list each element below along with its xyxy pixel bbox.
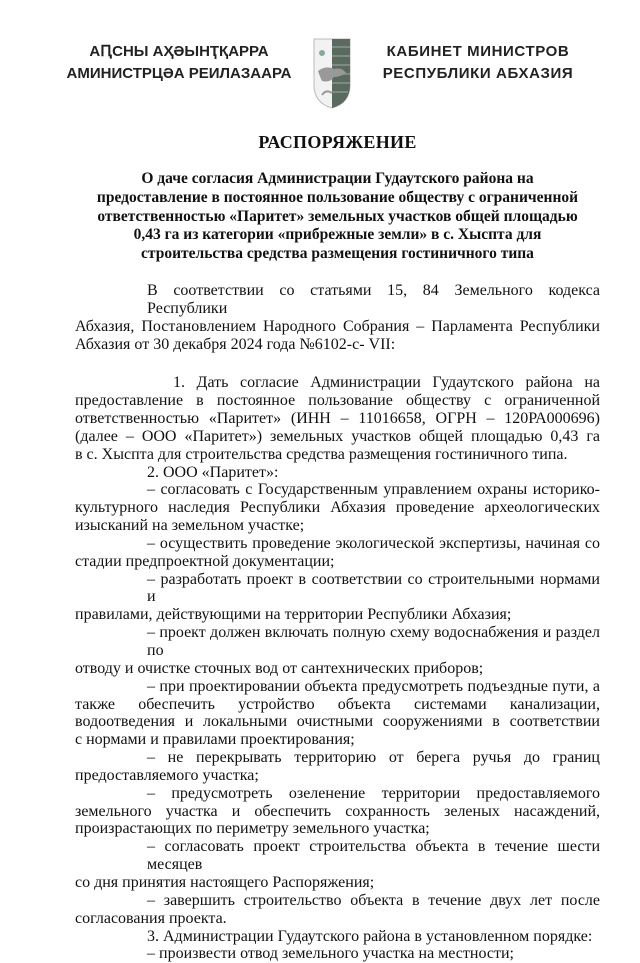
paragraph-line: согласования проекта. — [75, 909, 227, 927]
paragraph — [75, 928, 600, 946]
subtitle-line: предоставление в постоянное пользование обществу с ограниченной — [96, 188, 579, 206]
paragraph — [75, 892, 600, 928]
paragraph — [75, 785, 600, 839]
paragraph — [75, 374, 600, 463]
paragraph-line: произрастающих по периметру земельного участка; — [75, 820, 430, 838]
paragraph — [75, 678, 600, 749]
header-left-line: АԤСНЫ АҲӘЫНҬҚАРРА — [89, 43, 269, 60]
paragraph — [75, 464, 600, 482]
document-title: РАСПОРЯЖЕНИЕ — [258, 132, 417, 152]
paragraph-line: – проект должен включать полную схему водоснабжения и раздел по — [147, 624, 600, 660]
paragraph-line: в с. Хыспта для строительства средства размещения гостиничного типа. — [75, 445, 568, 463]
coat-of-arms-emblem — [312, 37, 352, 109]
paragraph-line: – согласовать с Государственным управлением охраны историко- — [147, 481, 600, 499]
paragraph-line: 2. ООО «Паритет»: — [147, 463, 279, 481]
subtitle-line: ответственностью «Паритет» земельных участков общей площадью — [97, 207, 578, 225]
preamble — [75, 282, 600, 353]
preamble-line: В соответствии со статьями 15, 84 Земельного кодекса Республики — [147, 281, 600, 317]
document-subtitle — [75, 170, 600, 264]
paragraph-line: изысканий на земельном участке; — [75, 517, 305, 535]
header-right-line: КАБИНЕТ МИНИСТРОВ — [386, 43, 570, 60]
paragraph-line: водоотведения и локальными очистными сооружениями в соответствии — [75, 713, 600, 731]
paragraph — [75, 749, 600, 785]
subtitle-line: О даче согласия Администрации Гудаутского района на — [141, 170, 534, 187]
paragraph-line: предоставляемого участка; — [75, 766, 259, 784]
paragraph-line: стадии предпроектной документации; — [75, 552, 335, 570]
paragraph — [75, 945, 600, 963]
paragraph-line: отводу и очистке сточных вод от сантехнических приборов; — [75, 659, 484, 677]
paragraph-line: предоставление в постоянное пользование обществу с ограниченной — [75, 392, 600, 410]
paragraph-line: также обеспечить устройство объекта системами канализации, — [75, 695, 600, 713]
header-left-line: АМИНИСТРЦӘА РЕИЛАЗААРА — [66, 65, 292, 82]
paragraph-line: культурного наследия Республики Абхазия проведение археологических — [75, 499, 600, 517]
paragraph — [75, 838, 600, 892]
paragraph-line: – завершить строительство объекта в течение двух лет после — [147, 891, 600, 909]
paragraph-line: ответственностью «Паритет» (ИНН – 11016658, ОГРН – 120РА000696) — [75, 410, 600, 428]
header-russian-title — [358, 41, 598, 85]
document-main — [75, 131, 600, 963]
subtitle-line: 0,43 га из категории «прибрежные земли» в с. Хыспта для — [133, 226, 542, 244]
paragraph-line: правилами, действующими на территории Республики Абхазия; — [75, 606, 512, 624]
paragraph — [75, 481, 600, 535]
paragraph-line: 1. Дать согласие Администрации Гудаутского района на — [173, 374, 600, 392]
paragraph-line: – произвести отвод земельного участка на местности; — [147, 945, 514, 963]
subtitle-line: строительства средства размещения гостиничного типа — [141, 245, 534, 263]
paragraph-line: – не перекрывать территорию от берега ручья до границ — [147, 749, 600, 767]
header-abkhaz-title — [50, 41, 308, 85]
paragraph-line: со дня принятия настоящего Распоряжения; — [75, 873, 375, 891]
paragraph — [75, 535, 600, 571]
paragraph-line: – при проектировании объекта предусмотреть подъездные пути, а — [147, 677, 600, 695]
paragraph-line: (далее – ООО «Паритет») земельных участков общей площадью 0,43 га — [75, 427, 600, 445]
header-right-line: РЕСПУБЛИКИ АБХАЗИЯ — [382, 65, 574, 82]
preamble-line: Абхазия от 30 декабря 2024 года №6102-с- VII: — [75, 335, 396, 353]
preamble-line: Абхазия, Постановлением Народного Собрания – Парламента Республики — [75, 317, 600, 335]
paragraph — [75, 571, 600, 625]
paragraph-line: с нормами и правилами проектирования; — [75, 731, 355, 749]
paragraph — [75, 624, 600, 678]
paragraph-line: – предусмотреть озеленение территории предоставляемого — [147, 784, 600, 802]
paragraph-line: – согласовать проект строительства объекта в течение шести месяцев — [147, 838, 600, 874]
document-body — [75, 374, 600, 963]
paragraph-line: – осуществить проведение экологической экспертизы, начиная со — [147, 534, 600, 552]
paragraph-line: – разработать проект в соответствии со строительными нормами и — [147, 570, 600, 606]
paragraph-line: 3. Администрации Гудаутского района в установленном порядке: — [147, 927, 593, 945]
paragraph-line: земельного участка и обеспечить сохранность зеленых насаждений, — [75, 802, 600, 820]
